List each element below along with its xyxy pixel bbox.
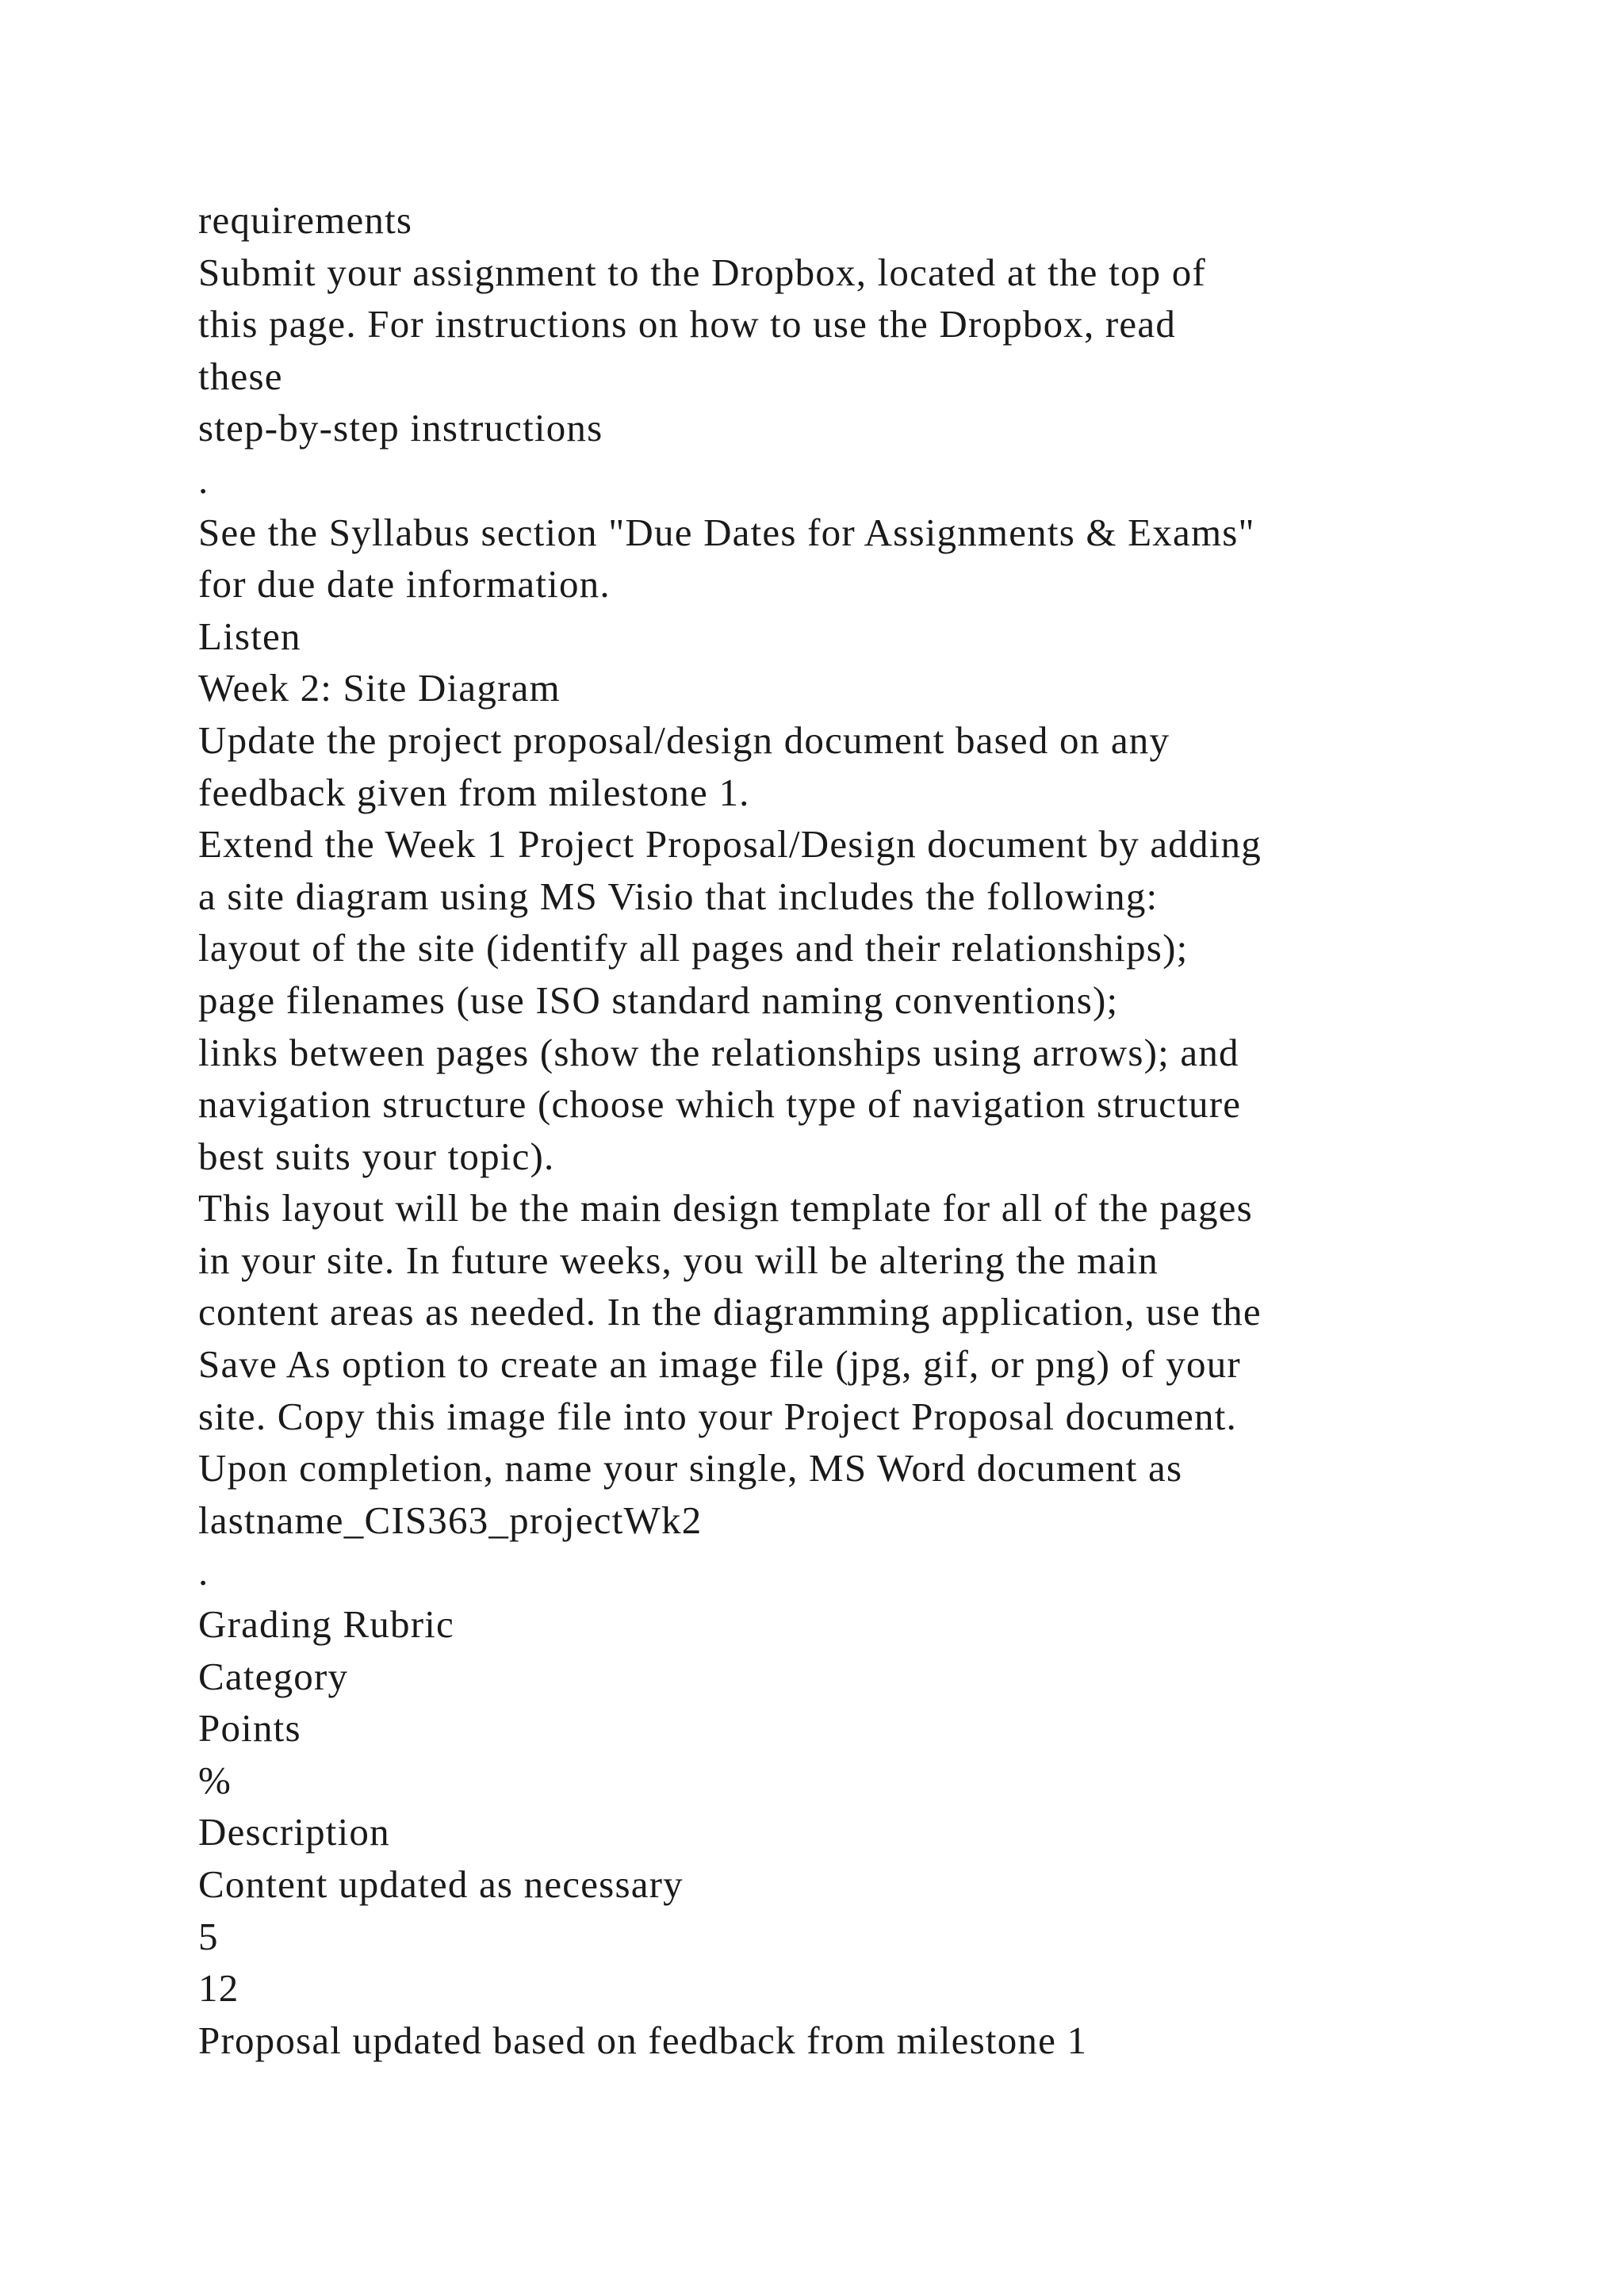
text-line: Upon completion, name your single, MS Word document as [198,1446,1183,1490]
list-item: layout of the site (identify all pages and their relationships); [198,926,1189,970]
text-line: content areas as needed. In the diagramming application, use the [198,1290,1262,1334]
text-line: for due date information. [198,562,611,607]
rubric-cell: 12 [198,1966,239,2011]
text-line: site. Copy this image file into your Project Proposal document. [198,1394,1237,1438]
text-line: . [198,1550,209,1594]
text-line: a site diagram using MS Visio that includes the following: [198,874,1159,918]
text-line: See the Syllabus section "Due Dates for Assignments & Exams" [198,510,1255,554]
text-line: these [198,354,283,398]
text-line: in your site. In future weeks, you will be altering the main [198,1238,1159,1282]
step-by-step-instructions-link[interactable]: step-by-step instructions [198,406,603,450]
rubric-heading: Grading Rubric [198,1602,454,1647]
document-page [198,194,1435,2066]
rubric-column-header: Points [198,1706,301,1751]
text-line: this page. For instructions on how to use the Dropbox, read [198,302,1177,346]
text-line: Submit your assignment to the Dropbox, located at the top of [198,250,1206,294]
list-item: best suits your topic). [198,1134,555,1178]
rubric-cell: 5 [198,1914,219,1958]
list-item: links between pages (show the relationships using arrows); and [198,1030,1239,1074]
rubric-cell: Proposal updated based on feedback from milestone 1 [198,2018,1088,2062]
text-line: feedback given from milestone 1. [198,770,750,814]
text-line: Update the project proposal/design document based on any [198,718,1170,762]
rubric-column-header: % [198,1758,232,1802]
list-item: page filenames (use ISO standard naming conventions); [198,978,1119,1022]
text-line: . [198,457,209,502]
rubric-column-header: Category [198,1654,349,1698]
rubric-cell: Content updated as necessary [198,1862,684,1906]
text-line: Extend the Week 1 Project Proposal/Design document by adding [198,822,1262,867]
text-line: This layout will be the main design template for all of the pages [198,1186,1253,1230]
text-line: Save As option to create an image file (jpg, gif, or png) of your [198,1342,1241,1387]
section-heading: Week 2: Site Diagram [198,666,561,710]
listen-link[interactable]: Listen [198,614,301,658]
list-item: navigation structure (choose which type of navigation structure [198,1082,1242,1127]
filename-text: lastname_CIS363_projectWk2 [198,1498,703,1542]
rubric-column-header: Description [198,1810,390,1854]
text-line: requirements [198,198,413,242]
